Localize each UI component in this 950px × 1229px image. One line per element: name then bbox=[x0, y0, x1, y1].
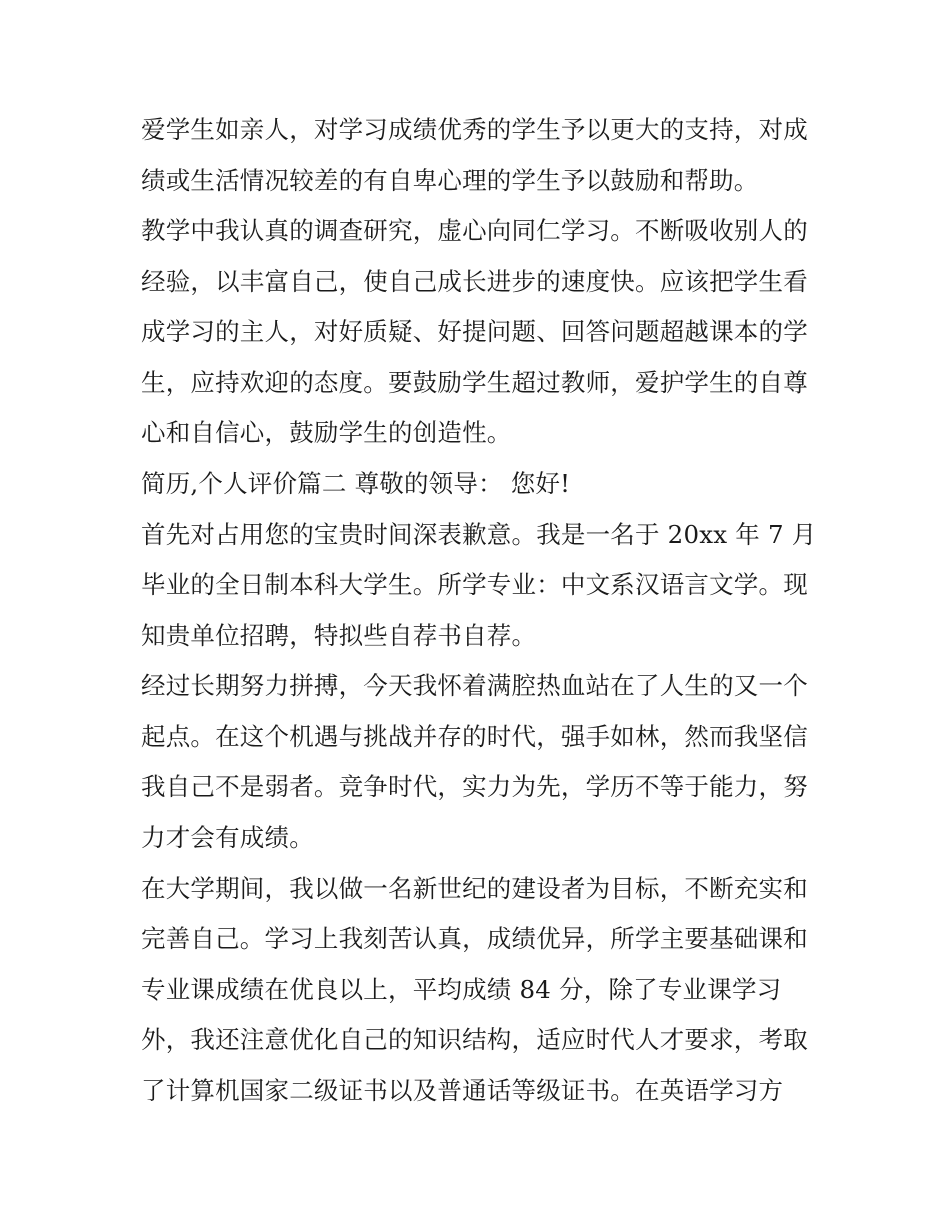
text-line: 完善自己。学习上我刻苦认真，成绩优异，所学主要基础课和 bbox=[141, 924, 808, 953]
text-line: 经验，以丰富自己，使自己成长进步的速度快。应该把学生看 bbox=[141, 267, 808, 296]
text-line: 专业课成绩在优良以上，平均成绩 84 分，除了专业课学习 bbox=[141, 975, 782, 1004]
text-line: 成学习的主人，对好质疑、好提问题、回答问题超越课本的学 bbox=[141, 317, 808, 346]
text-line: 教学中我认真的调查研究，虚心向同仁学习。不断吸收别人的 bbox=[141, 216, 808, 245]
text-line: 我自己不是弱者。竞争时代，实力为先，学历不等于能力，努 bbox=[141, 772, 808, 801]
text-line: 了计算机国家二级证书以及普通话等级证书。在英语学习方 bbox=[141, 1076, 784, 1105]
text-line: 毕业的全日制本科大学生。所学专业：中文系汉语言文学。现 bbox=[141, 570, 808, 599]
text-line: 绩或生活情况较差的有自卑心理的学生予以鼓励和帮助。 bbox=[141, 166, 759, 195]
text-line: 首先对占用您的宝贵时间深表歉意。我是一名于 20xx 年 7 月 bbox=[141, 520, 817, 549]
text-line: 力才会有成绩。 bbox=[141, 823, 314, 852]
section-heading: 简历,个人评价篇二 尊敬的领导： 您好! bbox=[141, 469, 571, 498]
text-line: 经过长期努力拼搏，今天我怀着满腔热血站在了人生的又一个 bbox=[141, 671, 808, 700]
text-line: 外，我还注意优化自己的知识结构，适应时代人才要求，考取 bbox=[141, 1025, 808, 1054]
text-line: 在大学期间，我以做一名新世纪的建设者为目标，不断充实和 bbox=[141, 874, 808, 903]
text-line: 知贵单位招聘，特拟些自荐书自荐。 bbox=[141, 621, 537, 650]
text-line: 起点。在这个机遇与挑战并存的时代，强手如林，然而我坚信 bbox=[141, 722, 808, 751]
text-line: 心和自信心，鼓励学生的创造性。 bbox=[141, 418, 512, 447]
text-line: 生，应持欢迎的态度。要鼓励学生超过教师，爱护学生的自尊 bbox=[141, 368, 808, 397]
text-line: 爱学生如亲人，对学习成绩优秀的学生予以更大的支持，对成 bbox=[141, 115, 808, 144]
